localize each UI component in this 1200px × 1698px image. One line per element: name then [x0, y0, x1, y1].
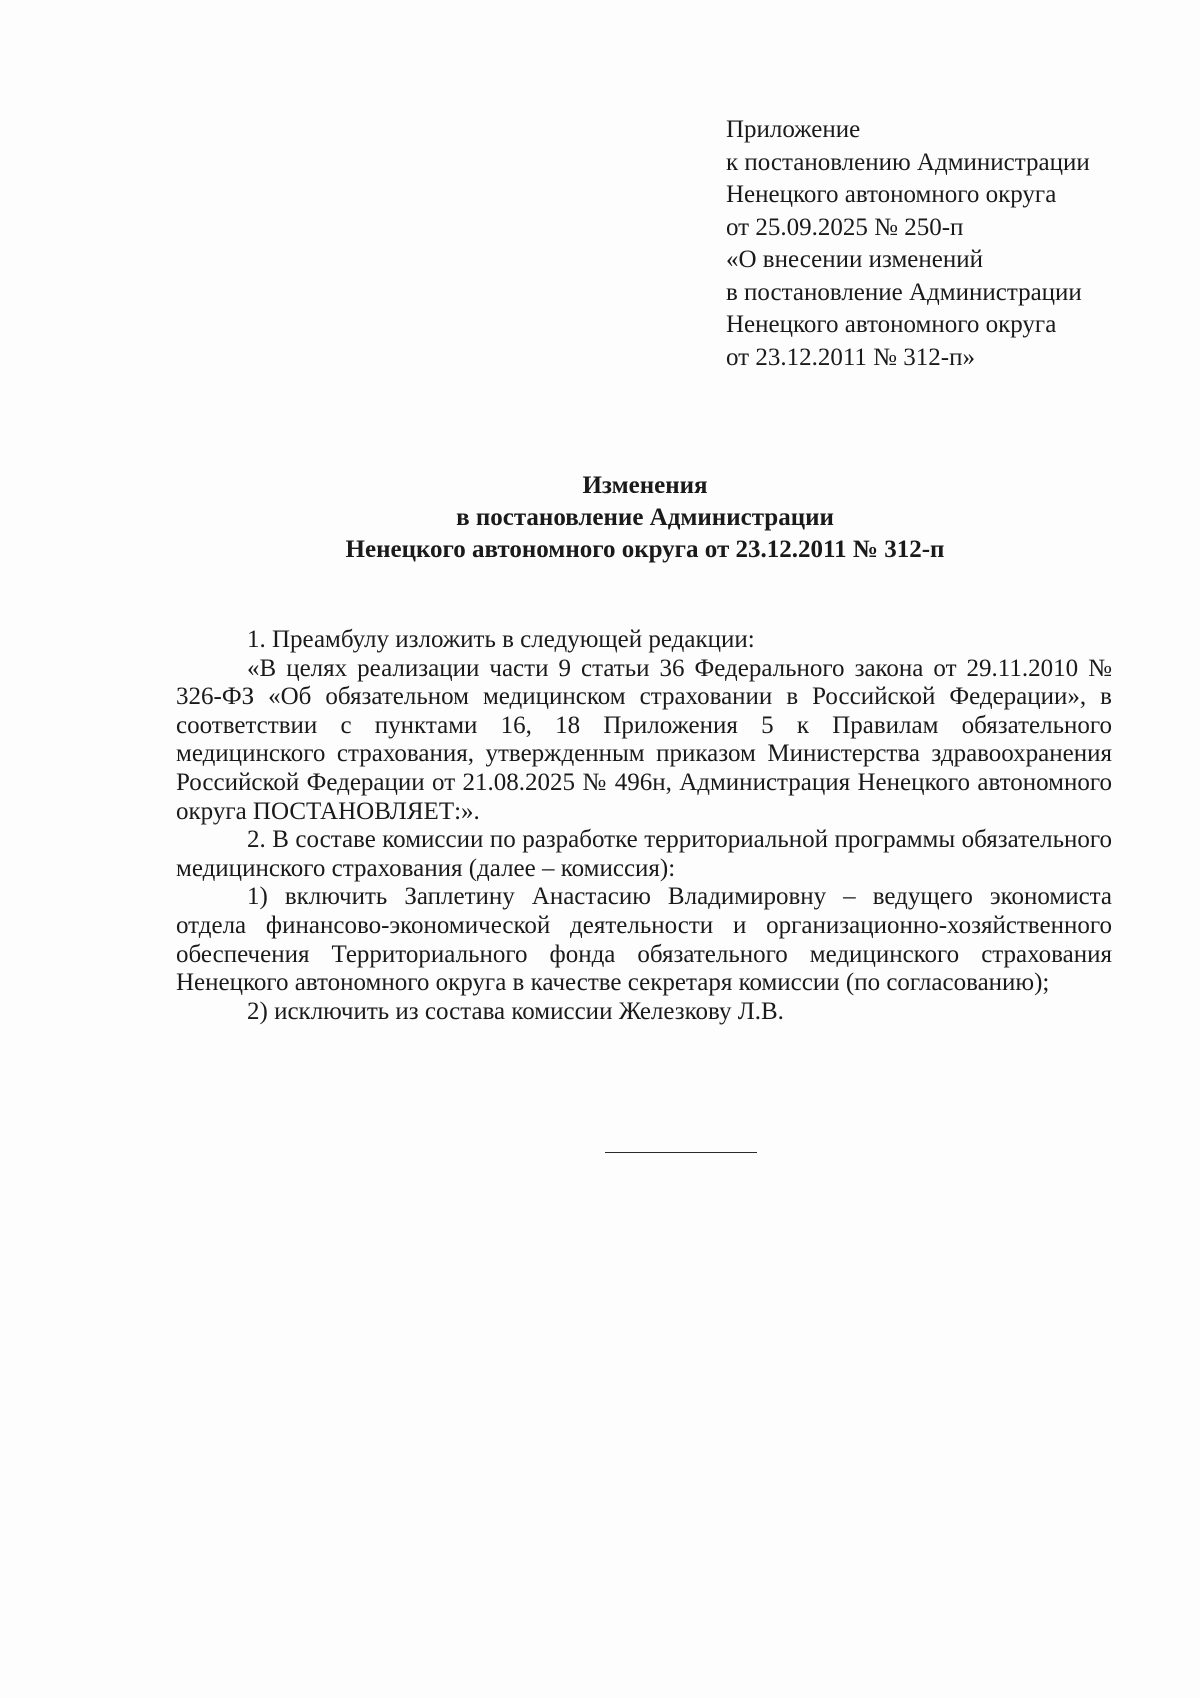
appendix-line: к постановлению Администрации: [726, 148, 1090, 176]
title-line-2: в постановление Администрации: [456, 504, 834, 531]
appendix-line: Ненецкого автономного округа: [726, 311, 1057, 338]
end-separator-line: [605, 1152, 757, 1153]
paragraph-2: 2. В составе комиссии по разработке территориальной программы обязательного медицинского страхования (далее – комиссия):: [176, 826, 1112, 882]
appendix-line: от 23.12.2011 № 312-п»: [726, 343, 975, 371]
paragraph-2-item-1: 1) включить Заплетину Анастасию Владимировну – ведущего экономиста отдела финансово-экономической деятельности и организационно-хозяйственного обеспечения Территориального фонда обязательного медицинского страхования Ненецкого автономного округа в качестве секретаря комиссии (по согласованию);: [176, 883, 1112, 997]
paragraph-2-item-2: 2) исключить из состава комиссии Железкову Л.В.: [247, 997, 784, 1025]
paragraph-preamble: «В целях реализации части 9 статьи 36 Федерального закона от 29.11.2010 № 326-ФЗ «Об обязательном медицинском страховании в Российской Федерации», в соответствии с пунктами 16, 18 Приложения 5 к Правилам обязательного медицинского страхования, утвержденным приказом Министерства здравоохранения Российской Федерации от 21.08.2025 № 496н, Администрация Ненецкого автономного округа ПОСТАНОВЛЯЕТ:».: [176, 654, 1112, 825]
document-body: [176, 626, 1112, 1026]
appendix-line: Приложение: [726, 116, 861, 143]
appendix-header: [726, 114, 1146, 374]
title-line-3: Ненецкого автономного округа от 23.12.2011 № 312-п: [345, 536, 945, 563]
appendix-line: в постановление Администрации: [726, 278, 1082, 306]
paragraph-1: 1. Преамбулу изложить в следующей редакции:: [247, 626, 755, 653]
appendix-line: от 25.09.2025 № 250-п: [726, 213, 964, 241]
title-line-1: Изменения: [582, 472, 708, 499]
document-title: [175, 470, 1115, 566]
appendix-line: «О внесении изменений: [726, 246, 984, 273]
appendix-line: Ненецкого автономного округа: [726, 181, 1057, 208]
